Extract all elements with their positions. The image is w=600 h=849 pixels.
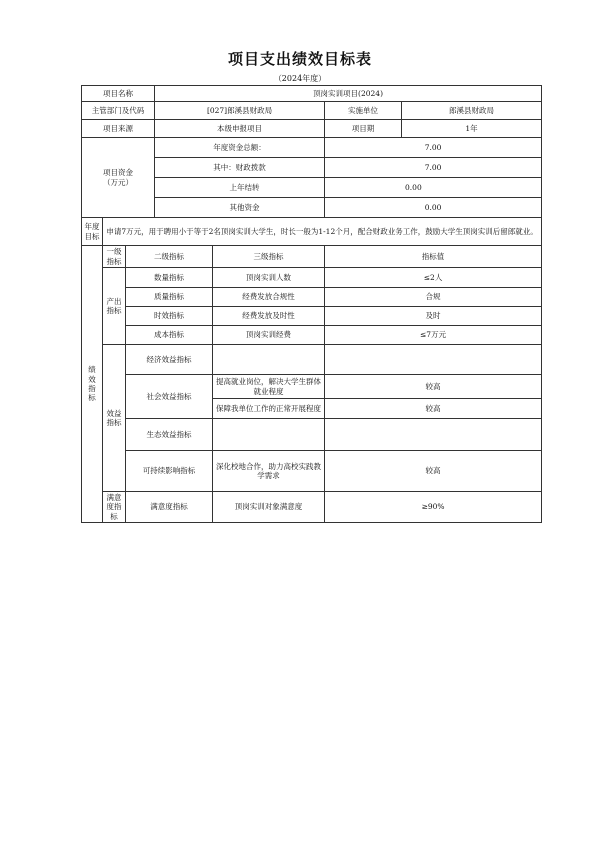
row-timeliness bbox=[82, 307, 542, 326]
cost-value: ≤7万元 bbox=[325, 326, 542, 345]
quality-l2: 质量指标 bbox=[126, 288, 213, 307]
project-name-label: 项目名称 bbox=[82, 86, 155, 102]
ecological-l2: 生态效益指标 bbox=[126, 419, 213, 451]
row-ecological bbox=[82, 419, 542, 451]
ecological-value bbox=[325, 419, 542, 451]
row-indicator-header bbox=[82, 246, 542, 268]
cost-l3: 顶岗实训经费 bbox=[213, 326, 325, 345]
funds-total-value: 7.00 bbox=[325, 138, 542, 158]
sustainable-l3: 深化校地合作，助力高校实践教学需求 bbox=[213, 451, 325, 492]
sustainable-value: 较高 bbox=[325, 451, 542, 492]
funds-label-line2: （万元） bbox=[103, 177, 134, 187]
quality-value: 合规 bbox=[325, 288, 542, 307]
impl-unit-value: 郎溪县财政局 bbox=[402, 102, 542, 120]
funds-carryover-label: 上年结转 bbox=[155, 178, 325, 198]
quantity-l3: 顶岗实训人数 bbox=[213, 268, 325, 288]
goal-label bbox=[82, 218, 103, 246]
row-project-name bbox=[82, 86, 542, 102]
satisfaction-l3: 顶岗实训对象满意度 bbox=[213, 492, 325, 523]
row-satisfaction bbox=[82, 492, 542, 523]
funds-other-label: 其他资金 bbox=[155, 198, 325, 218]
funds-fiscal-value: 7.00 bbox=[325, 158, 542, 178]
funds-carryover-value: 0.00 bbox=[325, 178, 542, 198]
funds-label-line1: 项目资金 bbox=[103, 168, 134, 178]
satisfaction-value: ≥90% bbox=[325, 492, 542, 523]
header-level1: 一级 指标 bbox=[103, 246, 126, 268]
header-level2: 二级指标 bbox=[126, 246, 213, 268]
row-department bbox=[82, 102, 542, 120]
row-sustainable bbox=[82, 451, 542, 483]
impl-unit-label: 实施单位 bbox=[325, 102, 402, 120]
economic-l2: 经济效益指标 bbox=[126, 345, 213, 375]
period-value: 1年 bbox=[402, 120, 542, 138]
timeliness-l3: 经费发放及时性 bbox=[213, 307, 325, 326]
cost-l2: 成本指标 bbox=[126, 326, 213, 345]
row-funds-total bbox=[82, 138, 542, 158]
year-label: （2024年度） bbox=[273, 74, 327, 83]
social-item1-l3: 提高就业岗位，解决大学生群体就业程度 bbox=[213, 375, 325, 399]
funds-fiscal-label: 其中：财政拨款 bbox=[155, 158, 325, 178]
timeliness-l2: 时效指标 bbox=[126, 307, 213, 326]
goal-label-line2: 目标 bbox=[84, 231, 100, 241]
sustainable-l2: 可持续影响指标 bbox=[126, 451, 213, 492]
output-indicator-label: 产出 指标 bbox=[103, 268, 126, 345]
row-cost bbox=[82, 326, 542, 345]
project-name-value: 顶岗实训项目(2024) bbox=[155, 86, 542, 102]
satisfaction-l2: 满意度指标 bbox=[126, 492, 213, 523]
row-economic bbox=[82, 345, 542, 375]
economic-l3 bbox=[213, 345, 325, 375]
goal-text: 申请7万元，用于聘用小于等于2名顶岗实训大学生，时长一般为1-12个月，配合财政业务工作，鼓励大学生顶岗实训后留郎就业。 bbox=[103, 218, 542, 246]
header-level3: 三级指标 bbox=[213, 246, 325, 268]
social-item1-value: 较高 bbox=[325, 375, 542, 399]
period-label: 项目期 bbox=[325, 120, 402, 138]
page-title: 项目支出绩效目标表 bbox=[227, 50, 372, 68]
row-quantity bbox=[82, 268, 542, 288]
dept-value: [027]郎溪县财政局 bbox=[155, 102, 325, 120]
source-label: 项目来源 bbox=[82, 120, 155, 138]
quantity-value: ≤2人 bbox=[325, 268, 542, 288]
dept-label: 主管部门及代码 bbox=[82, 102, 155, 120]
row-quality bbox=[82, 288, 542, 307]
funds-total-label: 年度资金总额： bbox=[155, 138, 325, 158]
goal-label-line1: 年度 bbox=[84, 222, 100, 232]
funds-other-value: 0.00 bbox=[325, 198, 542, 218]
benefit-indicator-label: 效益 指标 bbox=[103, 345, 126, 492]
row-annual-goal bbox=[82, 218, 542, 246]
indicator-main-label: 绩 效 指 标 bbox=[82, 246, 103, 523]
row-source bbox=[82, 120, 542, 138]
economic-value bbox=[325, 345, 542, 375]
quantity-l2: 数量指标 bbox=[126, 268, 213, 288]
source-value: 本级申报项目 bbox=[155, 120, 325, 138]
social-l2: 社会效益指标 bbox=[126, 375, 213, 419]
quality-l3: 经费发放合规性 bbox=[213, 288, 325, 307]
ecological-l3 bbox=[213, 419, 325, 451]
header-value: 指标值 bbox=[325, 246, 542, 268]
timeliness-value: 及时 bbox=[325, 307, 542, 326]
row-social-1 bbox=[82, 375, 542, 399]
satisfaction-indicator-label: 满意 度指 标 bbox=[103, 492, 126, 523]
performance-target-table bbox=[81, 85, 542, 523]
social-item2-value: 较高 bbox=[325, 399, 542, 419]
social-item2-l3: 保障我单位工作的正常开展程度 bbox=[213, 399, 325, 419]
funds-label bbox=[82, 138, 155, 218]
